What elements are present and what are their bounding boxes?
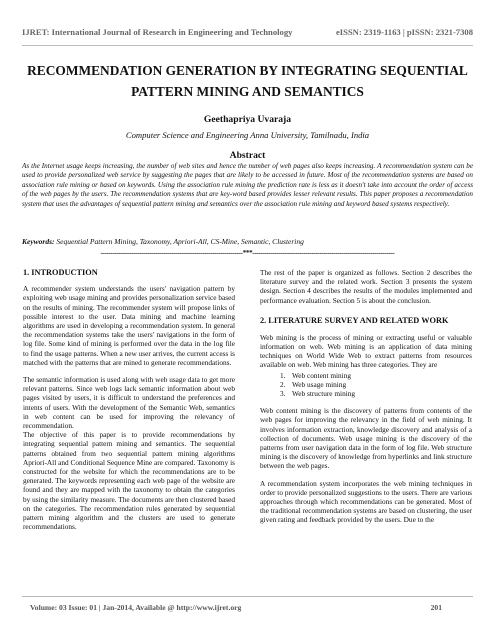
footer-rule — [22, 596, 473, 597]
abstract-heading: Abstract — [229, 150, 266, 161]
paragraph: The objective of this paper is to provide recommendations by integrating sequential pattern mining and semantics. The sequential patterns obtained from two sequential pattern mining algorithms Apriori-All and Conditional Sequence Mine are compared. Taxonomy is constructed for the website for which the recommendations are to be generated. The keywords representing each web page of the website are found and they are mapped with the taxonomy to obtain the categories by using the similarity measure. The documents are then clustered based on the categories. The recommendation rules generated by sequential pattern mining algorithm and the clusters are used to generate recommendations. — [23, 430, 235, 532]
author-name: Geethapriya Uvaraja — [203, 114, 292, 125]
paragraph: Web mining is the process of mining or extracting useful or valuable information on web. Web mining is an application of data mining techniques on World Wide Web to extract patterns from resources available on web. Web mining has three categories. They are — [260, 332, 472, 370]
paragraph: A recommendation system incorporates the web mining techniques in order to provide personalized suggestions to the users. There are various approaches through which recommendations can be generated. Most of the traditional recommendation systems are based on clustering, the user given rating and feedback provided by the users. Due to the — [260, 478, 472, 525]
author-affiliation: Computer Science and Engineering Anna University, Tamilnadu, India — [125, 130, 370, 140]
paper-title: RECOMMENDATION GENERATION BY INTEGRATING SEQUENTIAL PATTERN MINING AND SEMANTICS — [27, 63, 468, 99]
paragraph: A recommender system understands the users' navigation pattern by exploiting web usage mining and provides personalization service based on the results of mining. The recommender system will propose links of possible interest to the user. Data mining and machine learning algorithms are used in developing a recommendation system. In general the recommendation systems take the users' navigations in the form of log file. Some kind of mining is performed over the data in the log file to find the usage patterns. When a new user arrives, the current access is matched with the patterns that are mined to generate recommendations. — [23, 284, 235, 367]
paragraph: The semantic information is used along with web usage data to get more relevant patterns. Since web logs lack semantic information about web pages visited by users, it is difficult to understand the preferences and intents of users. With the development of the Semantic Web, semantics in web content can be used for improving the relevancy of recommendation. — [23, 375, 235, 431]
keywords-label: Keywords: — [22, 237, 55, 246]
issn: eISSN: 2319-1163 | pISSN: 2321-7308 — [335, 27, 473, 37]
paragraph: The rest of the paper is organized as follows. Section 2 describes the literature survey and the related work. Section 3 presents the system design. Section 4 describes the results of the modules implemented and performance evaluation. Section 5 is about the conclusion. — [260, 268, 472, 305]
list-item: 3. Web structure mining — [280, 389, 356, 399]
web-mining-categories-list — [260, 371, 472, 399]
section-separator: ----------------------------------------------------------------------***---------------------------------------------------------------------- — [100, 249, 395, 257]
keywords-text: Sequential Pattern Mining, Taxonomy, Apriori-All, CS-Mine, Semantic, Clustering — [54, 237, 304, 246]
page-number: 201 — [430, 603, 442, 612]
list-item: 1. Web content mining — [280, 370, 351, 380]
issue-info: Volume: 03 Issue: 01 | Jan-2014, Available @ http://www.ijret.org — [30, 603, 242, 612]
list-item: 2. Web usage mining — [280, 379, 347, 389]
section-heading-literature-survey: 2. LITERATURE SURVEY AND RELATED WORK — [260, 315, 449, 325]
left-column — [23, 268, 235, 539]
abstract-text: As the Internet usage keeps increasing, the number of web sites and hence the number of web pages also keeps increasing. A recommendation system can be used to provide personalized web service by suggesting the pages that are likely to be accessed in future. Most of the recommendation systems are based on association rule mining or based on keywords. Using the association rule mining the prediction rate is less as it doesn't take into account the order of access of the web pages by the users. The recommendation systems that are key-word based provides lesser relevant results. This paper proposes a recommendation system that uses the advantages of sequential pattern mining and semantics over the association rule mining and keyword based systems respectively. — [22, 162, 473, 208]
keywords — [22, 237, 473, 246]
journal-name: IJRET: International Journal of Research in Engineering and Technology — [22, 27, 293, 37]
running-footer — [30, 603, 442, 612]
paragraph: Web content mining is the discovery of patterns from contents of the web pages for improving the relevancy in the field of web mining. It involves information extraction, knowledge discovery and analysis of a collection of documents. Web usage mining is the discovery of the patterns from user navigation data in the form of log file. Web structure mining is the discovery of knowledge from hyperlinks and link structure between the web pages. — [260, 406, 472, 471]
section-heading-introduction: 1. INTRODUCTION — [23, 268, 98, 277]
right-column — [260, 268, 472, 533]
header-rule — [22, 45, 473, 46]
running-header — [22, 27, 473, 37]
